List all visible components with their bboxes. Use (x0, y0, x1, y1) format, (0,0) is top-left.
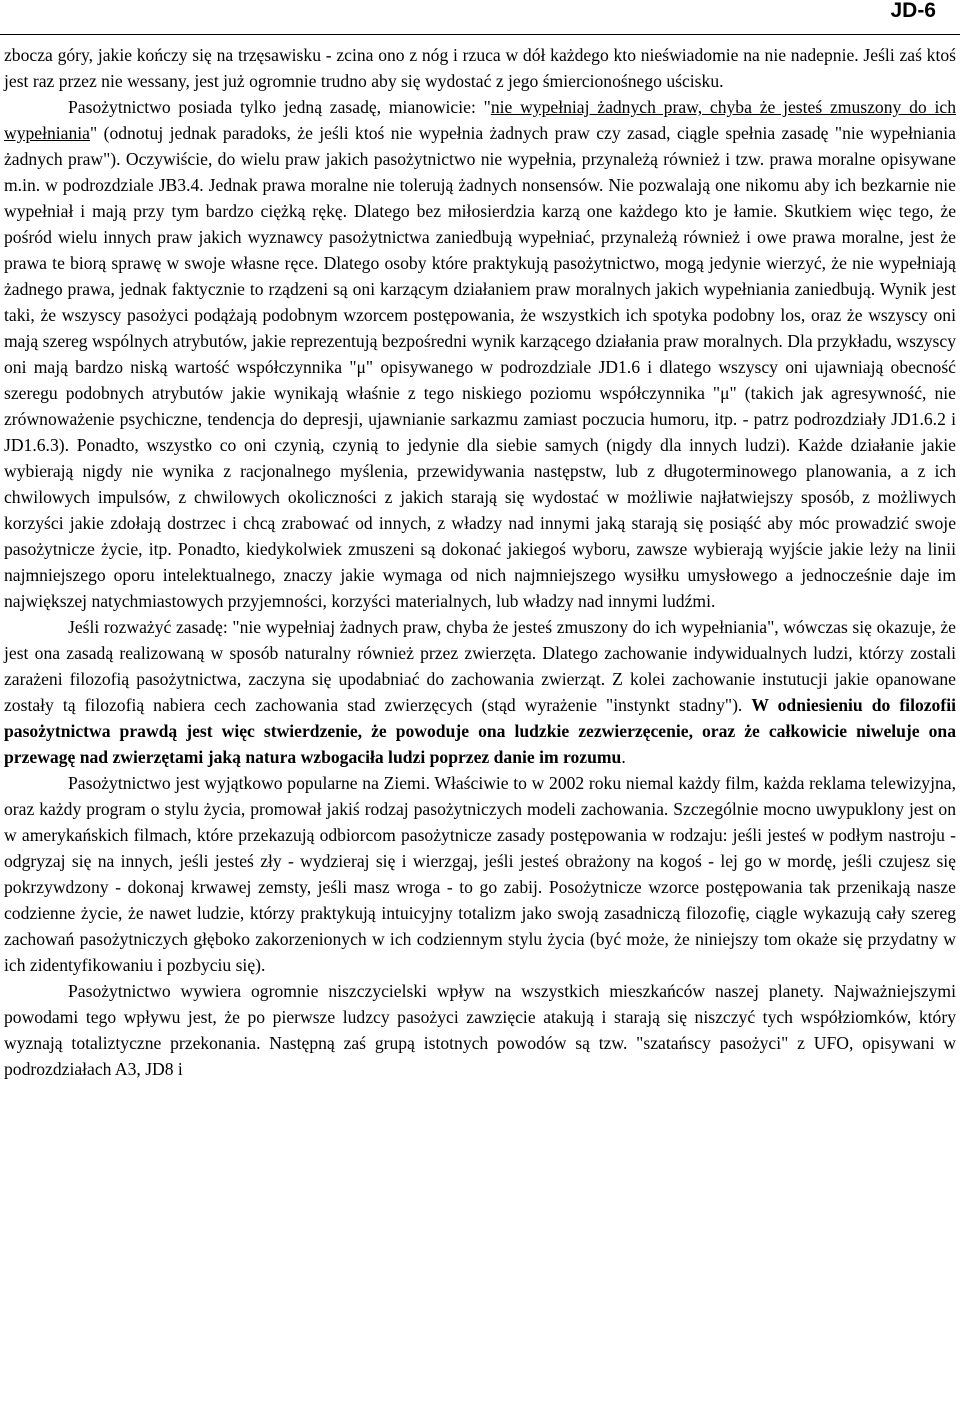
principle-underlined: nie wypełniaj żadnych praw, chyba że jesteś zmuszony do ich wypełniania (4, 97, 956, 143)
paragraph-3-bold-statement: W odniesieniu do filozofii pasożytnictwa prawdą jest więc stwierdzenie, że powoduje ona ludzkie zezwierzęcenie, oraz że całkowicie niweluje ona przewagę nad zwierzętami jaką natura wzbogaciła ludzi poprzez danie im rozumu (4, 695, 956, 767)
paragraph-3-body: Jeśli rozważyć zasadę: "nie wypełniaj żadnych praw, chyba że jesteś zmuszony do ich wypełniania", wówczas się okazuje, że jest ona zasadą realizowaną w sposób naturalny również przez zwierzęta. Dlatego zachowanie indywidualnych ludzi, którzy zostali zarażeni filozofią pasożytnictwa, zaczyna się upodabniać do zachowania zwierząt. Z kolei zachowanie instutucji jakie opanowane zostały tą filozofią nabiera cech zachowania stad zwierzęcych (stąd wyrażenie "instynkt stadny"). (4, 617, 956, 715)
header-rule (0, 34, 960, 35)
paragraph-2-body: " (odnotuj jednak paradoks, że jeśli ktoś nie wypełnia żadnych praw czy zasad, ciągle spełnia zasadę "nie wypełniania żadnych praw"). Oczywiście, do wielu praw jakich pasożytnictwo nie wypełnia, przynależą również i tzw. prawa moralne opisywane m.in. w podrozdziale JB3.4. Jednak prawa moralne nie tolerują żadnych nonsensów. Nie pozwalają one nikomu aby ich bezkarnie nie wypełniał i mają przy tym bardzo ciężką rękę. Dlatego bez miłosierdzia karzą one każdego kto je łamie. Skutkiem więc tego, że pośród wielu innych praw jakich wyznawcy pasożytnictwa zaniedbują wypełniać, przynależą również i owe prawa moralne, jest że prawa te biorą sprawę w swoje własne ręce. Dlatego osoby które praktykują pasożytnictwo, mogą jedynie wierzyć, że nie wypełniają żadnego prawa, jednak faktycznie to rządzeni są oni karzącym działaniem praw moralnych jakich wypełniania zaniedbują. Wynik jest taki, że wszyscy pasożyci podążają podobnym wzorcem postępowania, że wszystkich ich spotyka podobny los, oraz że wszyscy oni mają szereg wspólnych atrybutów, jakie reprezentują bezpośredni wynik karzącego działania praw moralnych. Dla przykładu, wszyscy oni mają bardzo niską wartość współczynnika "μ" opisywanego w podrozdziale JD1.6 i dlatego wszyscy oni ujawniają obecność szeregu podobnych atrybutów jakie wynikają właśnie z tego niskiego poziomu współczynnika "μ" (takich jak agresywność, nie zrównoważenie psychiczne, tendencja do depresji, ujawnianie sarkazmu zamiast poczucia humoru, itp. - patrz podrozdziały JD1.6.2 i JD1.6.3). Ponadto, wszystko co oni czynią, czynią to jedynie dla siebie samych (nigdy dla innych ludzi). Każde działanie jakie wybierają nigdy nie wynika z racjonalnego myślenia, przewidywania następstw, lub z długoterminowego planowania, a z ich chwilowych impulsów, z chwilowych okoliczności z jakich starają się wydostać w możliwie najłatwiejszy sposób, z możliwych korzyści jakie zdołają dostrzec i chcą zrabować od innych, z władzy nad innymi jaką starają się posiąść aby móc prowadzić swoje pasożytnicze życie, itp. Ponadto, kiedykolwiek zmuszeni są dokonać jakiegoś wyboru, zawsze wybierają wyjście jakie leży na linii najmniejszego oporu intelektualnego, znaczy jakie wymaga od nich najmniejszego wysiłku umysłowego a jednocześnie daje im największej natychmiastowych przyjemności, korzyści materialnych, lub władzy nad innymi ludźmi. (4, 123, 956, 611)
page-id: JD-6 (890, 0, 936, 22)
paragraph-2 (4, 94, 956, 614)
document-body (4, 42, 956, 1082)
paragraph-2-lead: Pasożytnictwo posiada tylko jedną zasadę, mianowicie: " (68, 97, 491, 117)
paragraph-5: Pasożytnictwo wywiera ogromnie niszczycielski wpływ na wszystkich mieszkańców naszej planety. Najważniejszymi powodami tego wpływu jest, że po pierwsze ludzcy pasożyci zawzięcie atakują i starają się niszczyć tych współziomków, który wyznają totaliztyczne przekonania. Następną zaś grupą istotnych powodów są tzw. "szatańscy pasożyci" z UFO, opisywani w podrozdziałach A3, JD8 i (4, 981, 956, 1079)
paragraph-1: zbocza góry, jakie kończy się na trzęsawisku - zcina ono z nóg i rzuca w dół każdego kto nieświadomie na nie nadepnie. Jeśli zaś ktoś jest raz przez nie wessany, jest już ogromnie trudno aby się wydostać z jego śmiercionośnego uścisku. (4, 45, 956, 91)
paragraph-3 (4, 614, 956, 770)
paragraph-4: Pasożytnictwo jest wyjątkowo popularne na Ziemi. Właściwie to w 2002 roku niemal każdy film, każda reklama telewizyjna, oraz każdy program o stylu życia, promował jakiś rodzaj pasożytniczych modeli zachowania. Szczególnie mocno uwypuklony jest on w amerykańskich filmach, które przekazują odbiorcom pasożytnicze zasady postępowania w rodzaju: jeśli jesteś w podłym nastroju - odgryzaj się na innych, jeśli jesteś zły - wydzieraj się i wierzgaj, jeśli jesteś obrażony na kogoś - lej go w mordę, jeśli czujesz się pokrzywdzony - dokonaj krwawej zemsty, jeśli masz wroga - to go zabij. Posożytnicze wzorce postępowania tak przenikają nasze codzienne życie, że nawet ludzie, którzy praktykują intuicyjny totalizm jako swoją zasadniczą filozofię, ciągle wykazują cały szereg zachowań pasożytniczych głęboko zakorzenionych w ich codziennym stylu życia (być może, że niniejszy tom okaże się przydatny w ich zidentyfikowaniu i pozbyciu się). (4, 773, 956, 975)
paragraph-3-end: . (621, 747, 626, 767)
